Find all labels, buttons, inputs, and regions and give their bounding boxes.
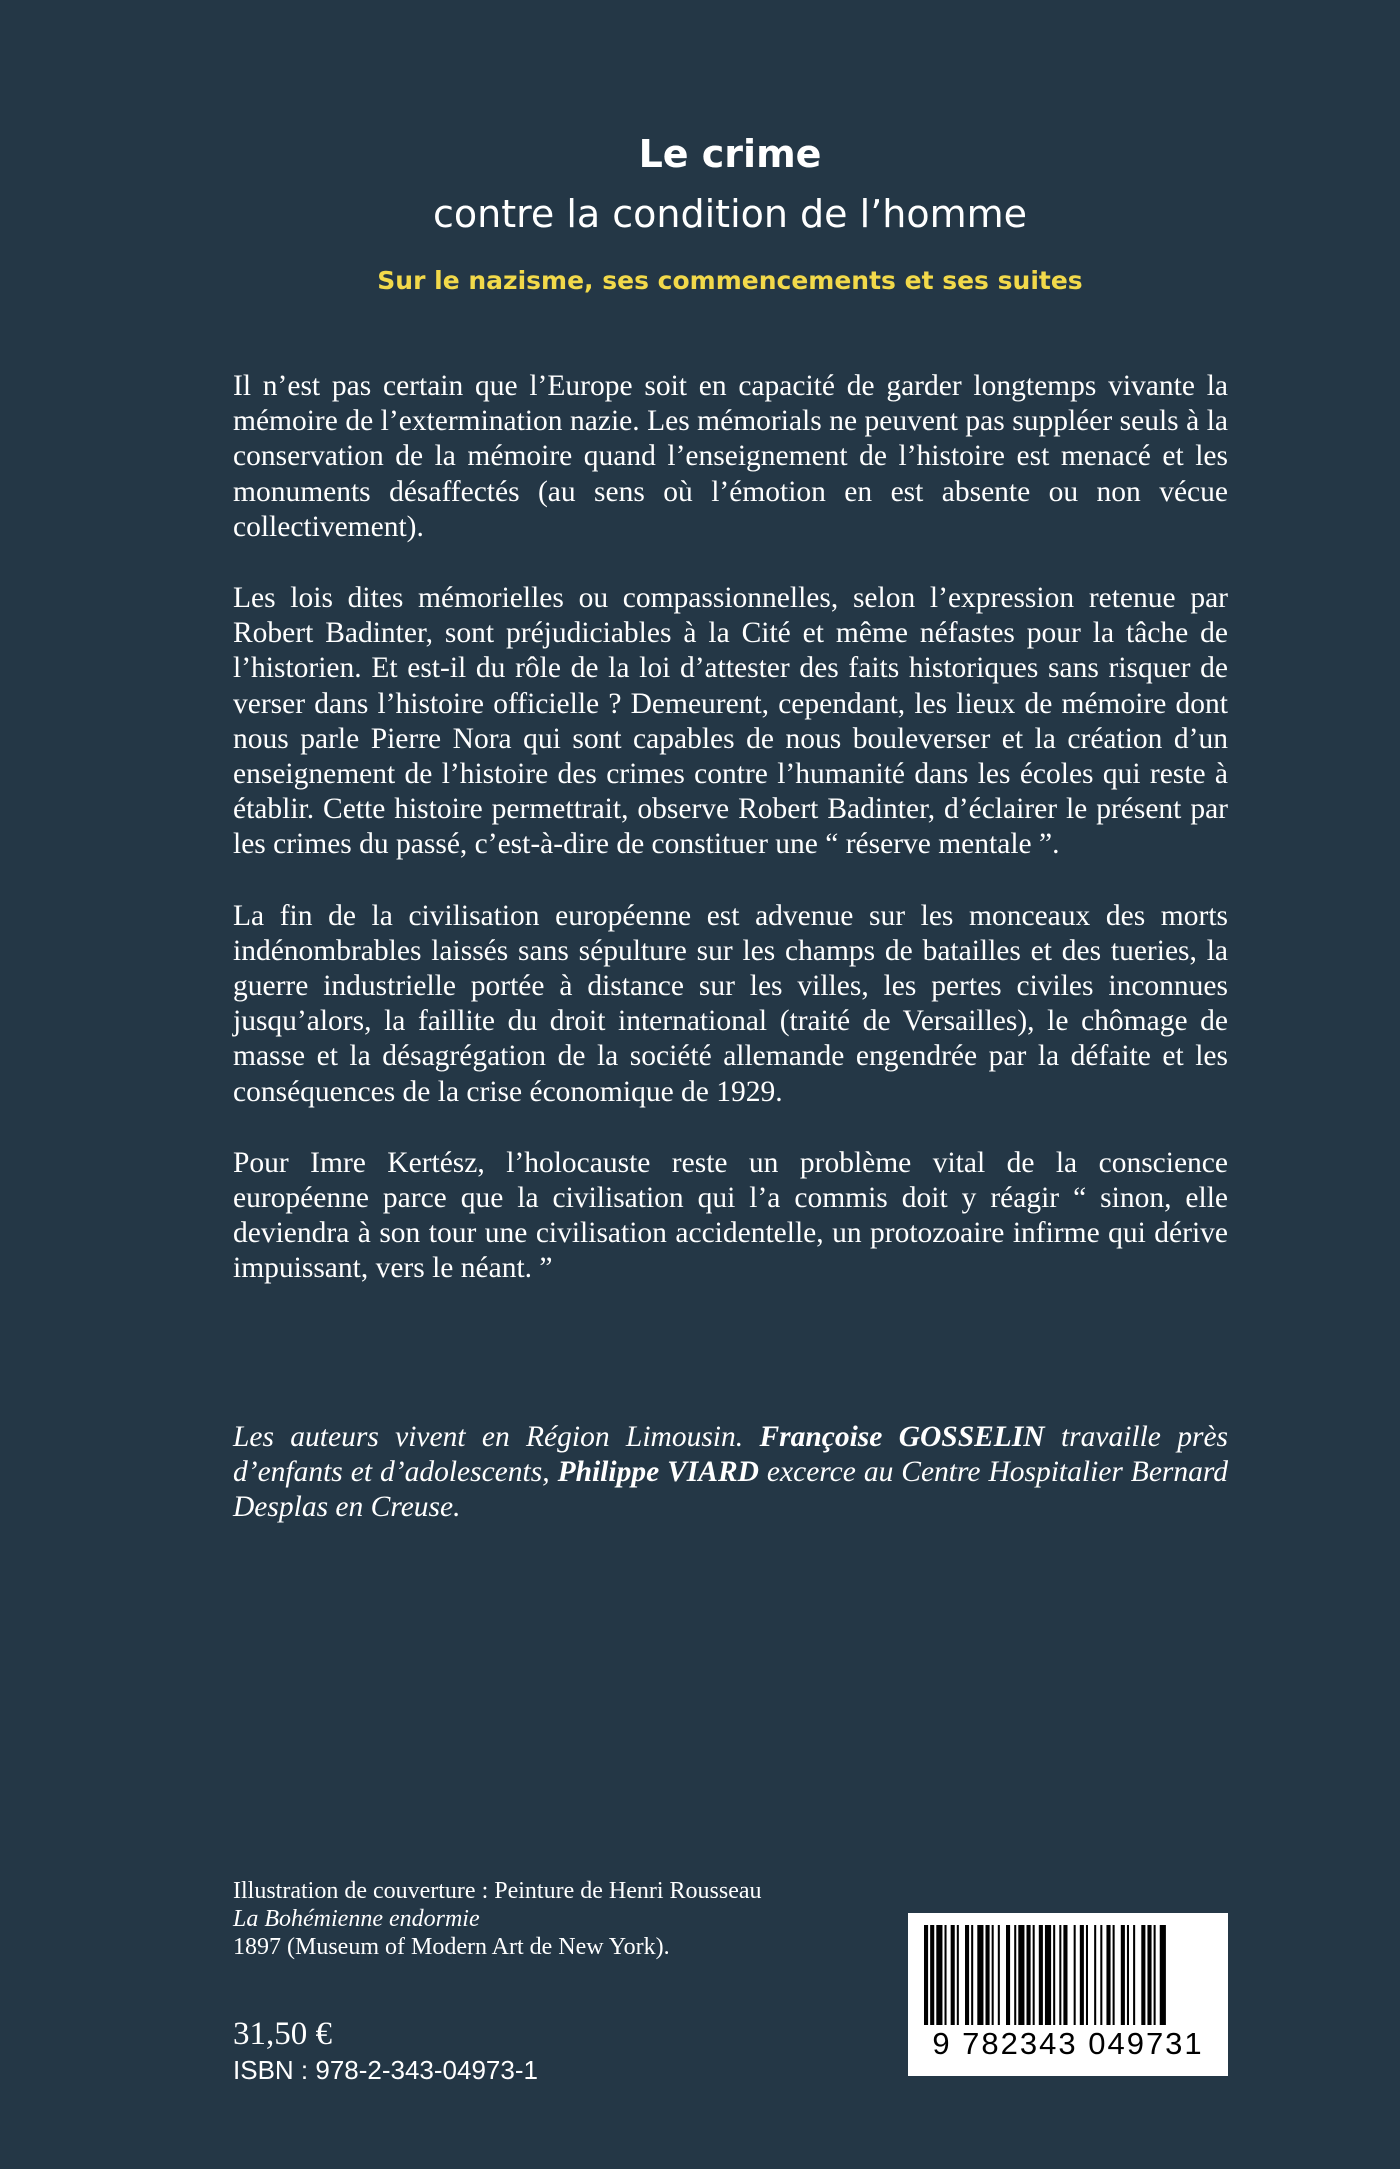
barcode-bar — [1113, 1925, 1115, 2025]
barcode-bar — [998, 1925, 1000, 2025]
author-description: travaille près d’enfants et d’adolescents, — [233, 1421, 1229, 1489]
author-bio-intro: Les auteurs vivent en Région Limousin. — [233, 1421, 744, 1453]
barcode-bar — [1121, 1925, 1125, 2025]
barcode-bar — [1127, 1925, 1129, 2025]
barcode-bar — [924, 1925, 928, 2025]
cover-credits — [233, 1877, 933, 1961]
author-description: excerce au Centre Hospitalier Bernard Desplas en Creuse. — [233, 1456, 1229, 1524]
barcode-bar — [1059, 1925, 1061, 2025]
barcode-bar — [1094, 1925, 1096, 2025]
barcode-bar — [957, 1925, 959, 2025]
author-name: Françoise GOSSELIN — [759, 1421, 1045, 1453]
credit-line: 1897 (Museum of Modern Art de New York). — [233, 1934, 670, 1960]
book-title: Le crime — [638, 132, 822, 176]
barcode-bar — [1045, 1925, 1051, 2025]
barcode-bar — [1014, 1925, 1016, 2025]
barcode-bar — [1154, 1925, 1156, 2025]
barcode-bar — [1086, 1925, 1088, 2025]
author-bio — [233, 1420, 1228, 1526]
barcode-bar — [1106, 1925, 1110, 2025]
barcode-bar — [1039, 1925, 1043, 2025]
price: 31,50 € — [233, 2016, 332, 2052]
barcode-bar — [1100, 1925, 1102, 2025]
barcode-bar — [1141, 1925, 1145, 2025]
barcode-bar — [1160, 1925, 1166, 2025]
barcode-digits: 9 782343 049731 — [932, 2026, 1204, 2061]
barcode-bar — [1018, 1925, 1024, 2025]
barcode-bar — [1053, 1925, 1055, 2025]
blurb — [233, 369, 1228, 1323]
barcode-bar — [1133, 1925, 1135, 2025]
barcode-bars — [920, 1925, 1216, 2025]
barcode — [908, 1913, 1228, 2076]
barcode-bar — [1147, 1925, 1151, 2025]
barcode-bar — [930, 1925, 934, 2025]
book-subtitle: Sur le nazisme, ses commencements et ses suites — [377, 266, 1083, 295]
barcode-bar — [951, 1925, 955, 2025]
blurb-paragraph: La fin de la civilisation européenne est advenue sur les monceaux des morts indénombrables laissés sans sépulture sur les champs de batailles et des tueries, la guerre industrielle portée à distance sur les villes, les pertes civiles inconnues jusqu’alors, la faillite du droit international (traité de Versailles), le chômage de masse et la désagrégation de la société allemande engendrée par la défaite et les conséquences de la crise économique de 1929. — [233, 899, 1228, 1108]
barcode-bar — [936, 1925, 942, 2025]
barcode-bar — [977, 1925, 983, 2025]
barcode-bar — [1063, 1925, 1067, 2025]
barcode-bar — [1027, 1925, 1031, 2025]
barcode-bar — [992, 1925, 994, 2025]
credit-line: Illustration de couverture : Peinture de Henri Rousseau — [233, 1878, 762, 1904]
author-name: Philippe VIARD — [557, 1456, 759, 1489]
barcode-bar — [1080, 1925, 1084, 2025]
book-title-continuation: contre la condition de l’homme — [432, 192, 1028, 236]
barcode-bar — [986, 1925, 990, 2025]
barcode-bar — [965, 1925, 969, 2025]
barcode-bar — [1006, 1925, 1010, 2025]
blurb-paragraph: Il n’est pas certain que l’Europe soit en capacité de garder longtemps vivante la mémoire de l’extermination nazie. Les mémorials ne peuvent pas suppléer seuls à la conservation de la mémoire quand l’enseignement de l’histoire est menacé et les monuments désaffectés (au sens où l’émotion en est absente ou non vécue collectivement). — [233, 370, 1228, 543]
painting-title: La Bohémienne endormie — [233, 1906, 480, 1932]
isbn: ISBN : 978-2-343-04973-1 — [233, 2055, 538, 2085]
barcode-bar — [1074, 1925, 1076, 2025]
blurb-paragraph: Pour Imre Kertész, l’holocauste reste un problème vital de la conscience européenne parce que la civilisation qui l’a commis doit y réagir “ sinon, elle deviendra à son tour une civilisation accidentelle, un protozoaire infirme qui dérive impuissant, vers le néant. ” — [233, 1146, 1228, 1285]
barcode-bar — [945, 1925, 947, 2025]
barcode-bar — [1033, 1925, 1035, 2025]
blurb-paragraph: Les lois dites mémorielles ou compassionnelles, selon l’expression retenue par Robert Badinter, sont préjudiciables à la Cité et même néfastes pour la tâche de l’historien. Et est-il du rôle de la loi d’attester des faits historiques sans risquer de verser dans l’histoire officielle ? Demeurent, cependant, les lieux de mémoire dont nous parle Pierre Nora qui sont capables de nous bouleverser et la création d’un enseignement de l’histoire des crimes contre l’humanité dans les écoles qui reste à établir. Cette histoire permettrait, observe Robert Badinter, d’éclairer le présent par les crimes du passé, c’est-à-dire de constituer une “ réserve mentale ”. — [233, 582, 1228, 861]
barcode-bar — [971, 1925, 973, 2025]
